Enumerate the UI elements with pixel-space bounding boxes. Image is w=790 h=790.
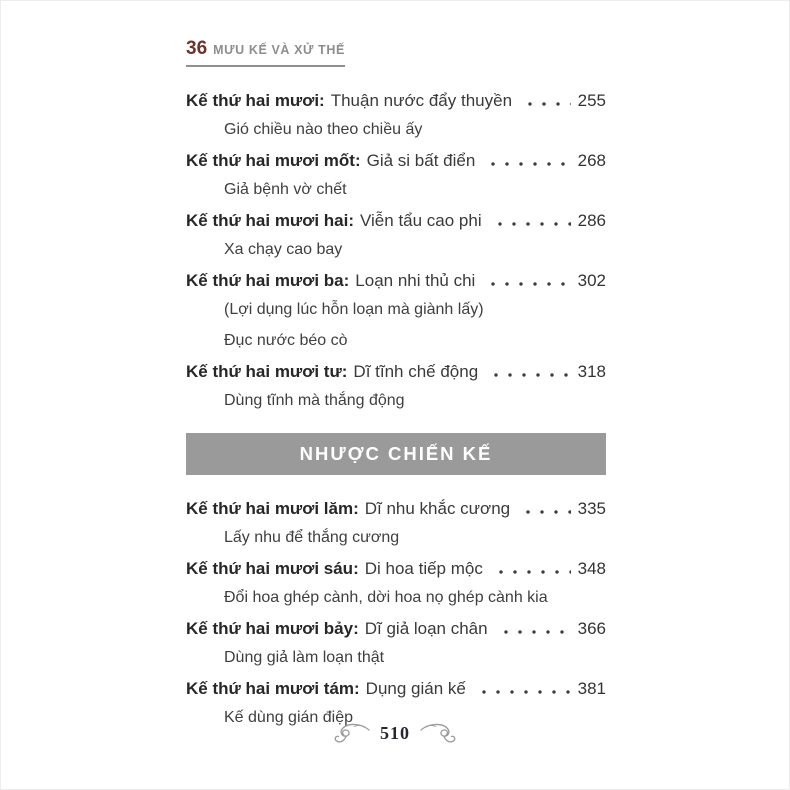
- toc-entry-title-row: [186, 271, 606, 291]
- toc-entry-name: Dụng gián kế: [365, 679, 466, 698]
- running-head-title: MƯU KẾ VÀ XỬ THẾ: [213, 43, 345, 57]
- toc-entry-name: Dĩ tĩnh chế động: [353, 362, 479, 381]
- toc-entry-title-row: [186, 559, 606, 579]
- toc-entry: [186, 91, 606, 142]
- toc-entry-name: Loạn nhi thủ chi: [355, 271, 476, 290]
- section-banner: NHƯỢC CHIẾN KẾ: [186, 433, 606, 475]
- toc-entry: [186, 619, 606, 670]
- toc-entry-page: 348: [577, 559, 606, 578]
- toc-entry: [186, 211, 606, 262]
- toc-entry-page: 335: [577, 499, 606, 518]
- flourish-left-icon: [334, 722, 370, 744]
- toc-entry-subtitle: Giả bệnh vờ chết: [224, 181, 347, 198]
- toc-entry-label: Kế thứ hai mươi ba:: [186, 271, 350, 290]
- toc-entry-title-row: [186, 679, 606, 699]
- toc-entry-subtitle: Xa chạy cao bay: [224, 241, 343, 258]
- toc-entry-label: Kế thứ hai mươi sáu:: [186, 559, 359, 578]
- toc-entry-title-row: [186, 91, 606, 111]
- page-footer: [0, 722, 790, 744]
- toc-entry-name: Viễn tẩu cao phi: [360, 211, 482, 230]
- toc-entry-subtitle: (Lợi dụng lúc hỗn loạn mà giành lấy): [224, 301, 484, 318]
- toc-entry-subtitle: Đục nước béo cò: [224, 332, 348, 349]
- toc-entry-subtitle: Dùng tĩnh mà thắng động: [224, 392, 405, 409]
- toc-entry-subtitle: Kế dùng gián điệp: [224, 709, 353, 726]
- toc-entry-title-row: [186, 211, 606, 231]
- toc-entry: [186, 499, 606, 550]
- toc-entry-name: Dĩ nhu khắc cương: [364, 499, 511, 518]
- folio-page-number: 510: [380, 722, 410, 743]
- toc-entry-label: Kế thứ hai mươi lăm:: [186, 499, 359, 518]
- running-head: [186, 38, 345, 67]
- toc-entry-page: 366: [577, 619, 606, 638]
- toc-entry-page: 255: [577, 91, 606, 110]
- toc-entry-title-row: [186, 619, 606, 639]
- toc-entry-subtitle: Lấy nhu để thắng cương: [224, 529, 400, 546]
- toc-entry: [186, 362, 606, 413]
- toc-entry-title-row: [186, 362, 606, 382]
- dot-leader: [490, 222, 571, 226]
- toc-entry-label: Kế thứ hai mươi hai:: [186, 211, 354, 230]
- toc-entry: [186, 151, 606, 202]
- toc-entry-label: Kế thứ hai mươi tám:: [186, 679, 360, 698]
- toc-entry-subtitle: Dùng giả làm loạn thật: [224, 649, 385, 666]
- dot-leader: [520, 102, 571, 106]
- dot-leader: [483, 282, 570, 286]
- toc-entry-title-row: [186, 151, 606, 171]
- dot-leader: [518, 510, 571, 514]
- toc-entry-subtitle: Đổi hoa ghép cành, dời hoa nọ ghép cành kia: [224, 589, 548, 606]
- toc-entry-name: Giả si bất điển: [366, 151, 476, 170]
- toc-entry-name: Thuận nước đẩy thuyền: [330, 91, 513, 110]
- dot-leader: [491, 570, 571, 574]
- dot-leader: [486, 373, 570, 377]
- toc-entry-label: Kế thứ hai mươi bảy:: [186, 619, 359, 638]
- toc-entry-name: Di hoa tiếp mộc: [364, 559, 483, 578]
- toc-entry: [186, 271, 606, 353]
- toc-entry-page: 302: [577, 271, 606, 290]
- toc-entry: [186, 559, 606, 610]
- toc-entry-label: Kế thứ hai mươi:: [186, 91, 325, 110]
- toc-entry-page: 318: [577, 362, 606, 381]
- toc-entry-name: Dĩ giả loạn chân: [364, 619, 488, 638]
- dot-leader: [496, 630, 571, 634]
- toc-entry-label: Kế thứ hai mươi tư:: [186, 362, 348, 381]
- toc-content: [186, 38, 606, 739]
- dot-leader: [474, 690, 571, 694]
- toc-entry-page: 286: [577, 211, 606, 230]
- toc-entry-page: 381: [577, 679, 606, 698]
- flourish-right-icon: [420, 722, 456, 744]
- toc-entry-title-row: [186, 499, 606, 519]
- toc-entry-subtitle: Gió chiều nào theo chiều ấy: [224, 121, 423, 138]
- toc-entry-label: Kế thứ hai mươi mốt:: [186, 151, 361, 170]
- running-head-number: 36: [186, 38, 208, 59]
- dot-leader: [483, 162, 570, 166]
- toc-entry-page: 268: [577, 151, 606, 170]
